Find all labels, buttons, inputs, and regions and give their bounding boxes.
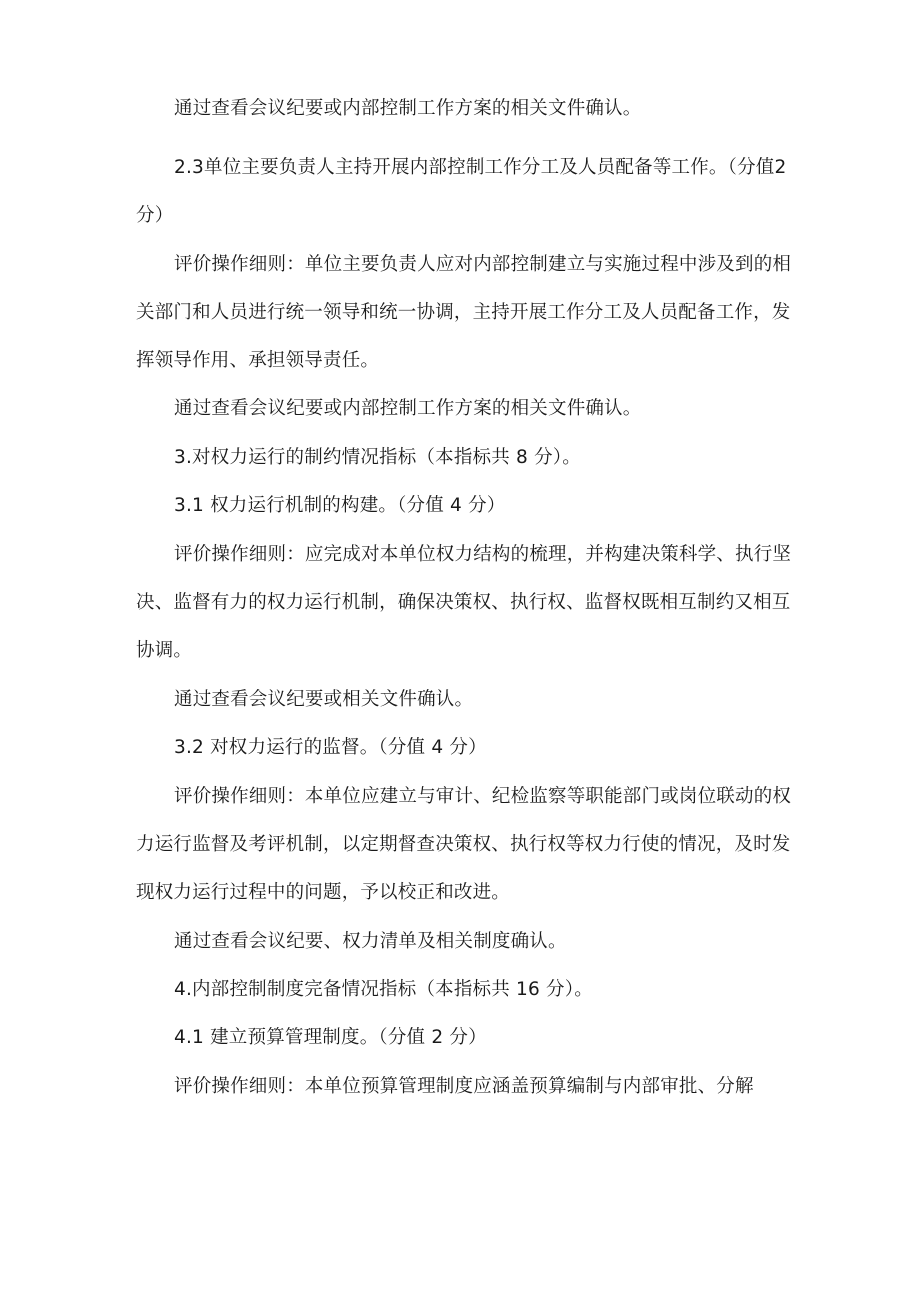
item-4-1-detail-line-1: 评价操作细则：本单位预算管理制度应涵盖预算编制与内部审批、分解 — [174, 1076, 754, 1097]
paragraph-verification-3: 通过查看会议纪要或相关文件确认。 — [174, 689, 474, 710]
item-2-3-title-continued: 分） — [136, 205, 174, 226]
item-4-1-title: 4.1 建立预算管理制度。（分值 2 分） — [174, 1027, 487, 1048]
item-3-2-detail-line-2: 力运行监督及考评机制，以定期督查决策权、执行权等权力行使的情况，及时发 — [136, 834, 791, 855]
item-3-2-detail-line-1: 评价操作细则：本单位应建立与审计、纪检监察等职能部门或岗位联动的权 — [174, 786, 792, 807]
paragraph-verification-4: 通过查看会议纪要、权力清单及相关制度确认。 — [174, 931, 567, 952]
section-4-heading: 4.内部控制制度完备情况指标（本指标共 16 分）。 — [174, 979, 593, 1000]
item-3-1-detail-line-2: 决、监督有力的权力运行机制，确保决策权、执行权、监督权既相互制约又相互 — [136, 592, 791, 613]
item-3-1-title: 3.1 权力运行机制的构建。（分值 4 分） — [174, 495, 506, 516]
item-2-3-detail-line-1: 评价操作细则：单位主要负责人应对内部控制建立与实施过程中涉及到的相 — [174, 254, 792, 275]
item-3-2-detail-line-3: 现权力运行过程中的问题，予以校正和改进。 — [136, 882, 511, 903]
item-2-3-detail-line-2: 关部门和人员进行统一领导和统一协调，主持开展工作分工及人员配备工作，发 — [136, 302, 791, 323]
paragraph-verification-1: 通过查看会议纪要或内部控制工作方案的相关文件确认。 — [174, 98, 642, 119]
item-2-3-title: 2.3单位主要负责人主持开展内部控制工作分工及人员配备等工作。（分值2 — [174, 157, 787, 178]
item-3-1-detail-line-1: 评价操作细则：应完成对本单位权力结构的梳理，并构建决策科学、执行坚 — [174, 544, 792, 565]
item-3-1-detail-line-3: 协调。 — [136, 640, 193, 661]
item-2-3-detail-line-3: 挥领导作用、承担领导责任。 — [136, 350, 380, 371]
paragraph-verification-2: 通过查看会议纪要或内部控制工作方案的相关文件确认。 — [174, 398, 642, 419]
item-3-2-title: 3.2 对权力运行的监督。（分值 4 分） — [174, 737, 487, 758]
section-3-heading: 3.对权力运行的制约情况指标（本指标共 8 分）。 — [174, 447, 581, 468]
